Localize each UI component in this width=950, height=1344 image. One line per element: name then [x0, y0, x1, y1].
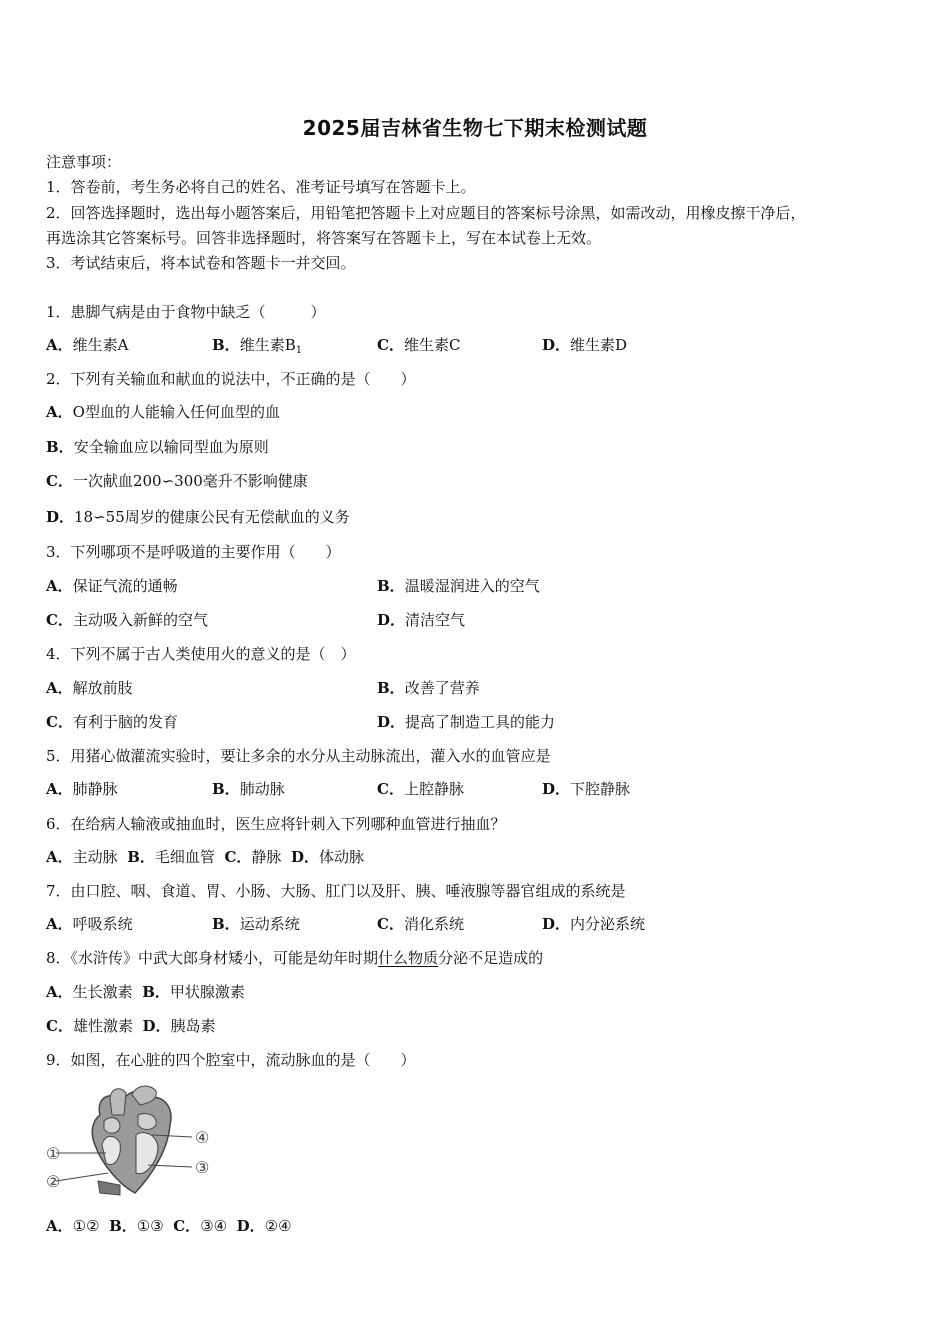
figure-label-3: ③ [195, 1158, 210, 1177]
q4-option-b: B．改善了营养 [377, 679, 480, 697]
q5-option-d: D．下腔静脉 [542, 780, 631, 798]
q4-option-d: D．提高了制造工具的能力 [377, 713, 556, 731]
q2-option-c: C．一次献血200∽300毫升不影响健康 [46, 472, 308, 490]
q4-option-c: C．有利于脑的发育 [46, 713, 178, 731]
notes-heading: 注意事项： [46, 153, 122, 171]
heart-diagram [40, 1085, 220, 1200]
note-item: 再选涂其它答案标号。回答非选择题时，将答案写在答题卡上，写在本试卷上无效。 [46, 229, 602, 247]
q7-option-d: D．内分泌系统 [542, 915, 646, 933]
question-6-stem: 6．在给病人输液或抽血时，医生应将针刺入下列哪种血管进行抽血？ [46, 815, 506, 833]
q7-option-b: B．运动系统 [212, 915, 300, 933]
note-item: 2．回答选择题时，选出每小题答案后，用铅笔把答题卡上对应题目的答案标号涂黑，如需改动，用橡皮擦干净后， [46, 204, 806, 222]
q5-option-a: A．肺静脉 [46, 780, 118, 798]
heart-illustration [92, 1086, 171, 1195]
q4-option-a: A．解放前肢 [46, 679, 133, 697]
q6-options: A．主动脉 B．毛细血管 C．静脉 D．体动脉 [46, 848, 364, 866]
q3-option-c: C．主动吸入新鲜的空气 [46, 611, 208, 629]
q8-options-row1: A．生长激素 B．甲状腺激素 [46, 983, 245, 1001]
figure-label-4: ④ [195, 1128, 210, 1147]
q7-option-c: C．消化系统 [377, 915, 464, 933]
leader-line-2 [56, 1173, 108, 1181]
figure-label-1: ① [46, 1144, 61, 1163]
q1-option-d: D．维生素D [542, 336, 628, 354]
q2-option-a: A．O型血的人能输入任何血型的血 [46, 403, 280, 421]
q3-option-d: D．清洁空气 [377, 611, 466, 629]
question-2-stem: 2．下列有关输血和献血的说法中，不正确的是（ ） [46, 370, 416, 388]
q5-option-b: B．肺动脉 [212, 780, 285, 798]
q1-option-b: B．维生素$B_1$ [212, 336, 303, 356]
q3-option-a: A．保证气流的通畅 [46, 577, 178, 595]
question-1-stem: 1．患脚气病是由于食物中缺乏（ ） [46, 303, 326, 321]
q3-option-b: B．温暖湿润进入的空气 [377, 577, 540, 595]
q7-option-a: A．呼吸系统 [46, 915, 133, 933]
q9-options: A．①② B．①③ C．③④ D．②④ [46, 1217, 292, 1235]
q5-option-c: C．上腔静脉 [377, 780, 464, 798]
note-item: 3．考试结束后，将本试卷和答题卡一并交回。 [46, 254, 356, 272]
figure-label-2: ② [46, 1172, 61, 1191]
question-9-stem: 9．如图，在心脏的四个腔室中，流动脉血的是（ ） [46, 1051, 416, 1069]
question-5-stem: 5．用猪心做灌流实验时，要让多余的水分从主动脉流出，灌入水的血管应是 [46, 747, 551, 765]
note-item: 1．答卷前，考生务必将自己的姓名、准考证号填写在答题卡上。 [46, 178, 476, 196]
question-3-stem: 3．下列哪项不是呼吸道的主要作用（ ） [46, 543, 341, 561]
q2-option-d: D．18∽55周岁的健康公民有无偿献血的义务 [46, 508, 350, 526]
q8-options-row2: C．雄性激素 D．胰岛素 [46, 1017, 216, 1035]
page-title: 2025届吉林省生物七下期末检测试题 [302, 116, 648, 140]
q1-option-a: A．维生素A [46, 336, 129, 354]
question-8-stem: 8．《水浒传》中武大郎身材矮小，可能是幼年时期什么物质分泌不足造成的 [46, 949, 544, 967]
question-7-stem: 7．由口腔、咽、食道、胃、小肠、大肠、肛门以及肝、胰、唾液腺等器官组成的系统是 [46, 882, 626, 900]
question-4-stem: 4．下列不属于古人类使用火的意义的是（ ） [46, 645, 356, 663]
q2-option-b: B．安全输血应以输同型血为原则 [46, 438, 269, 456]
q1-option-c: C．维生素C [377, 336, 461, 354]
